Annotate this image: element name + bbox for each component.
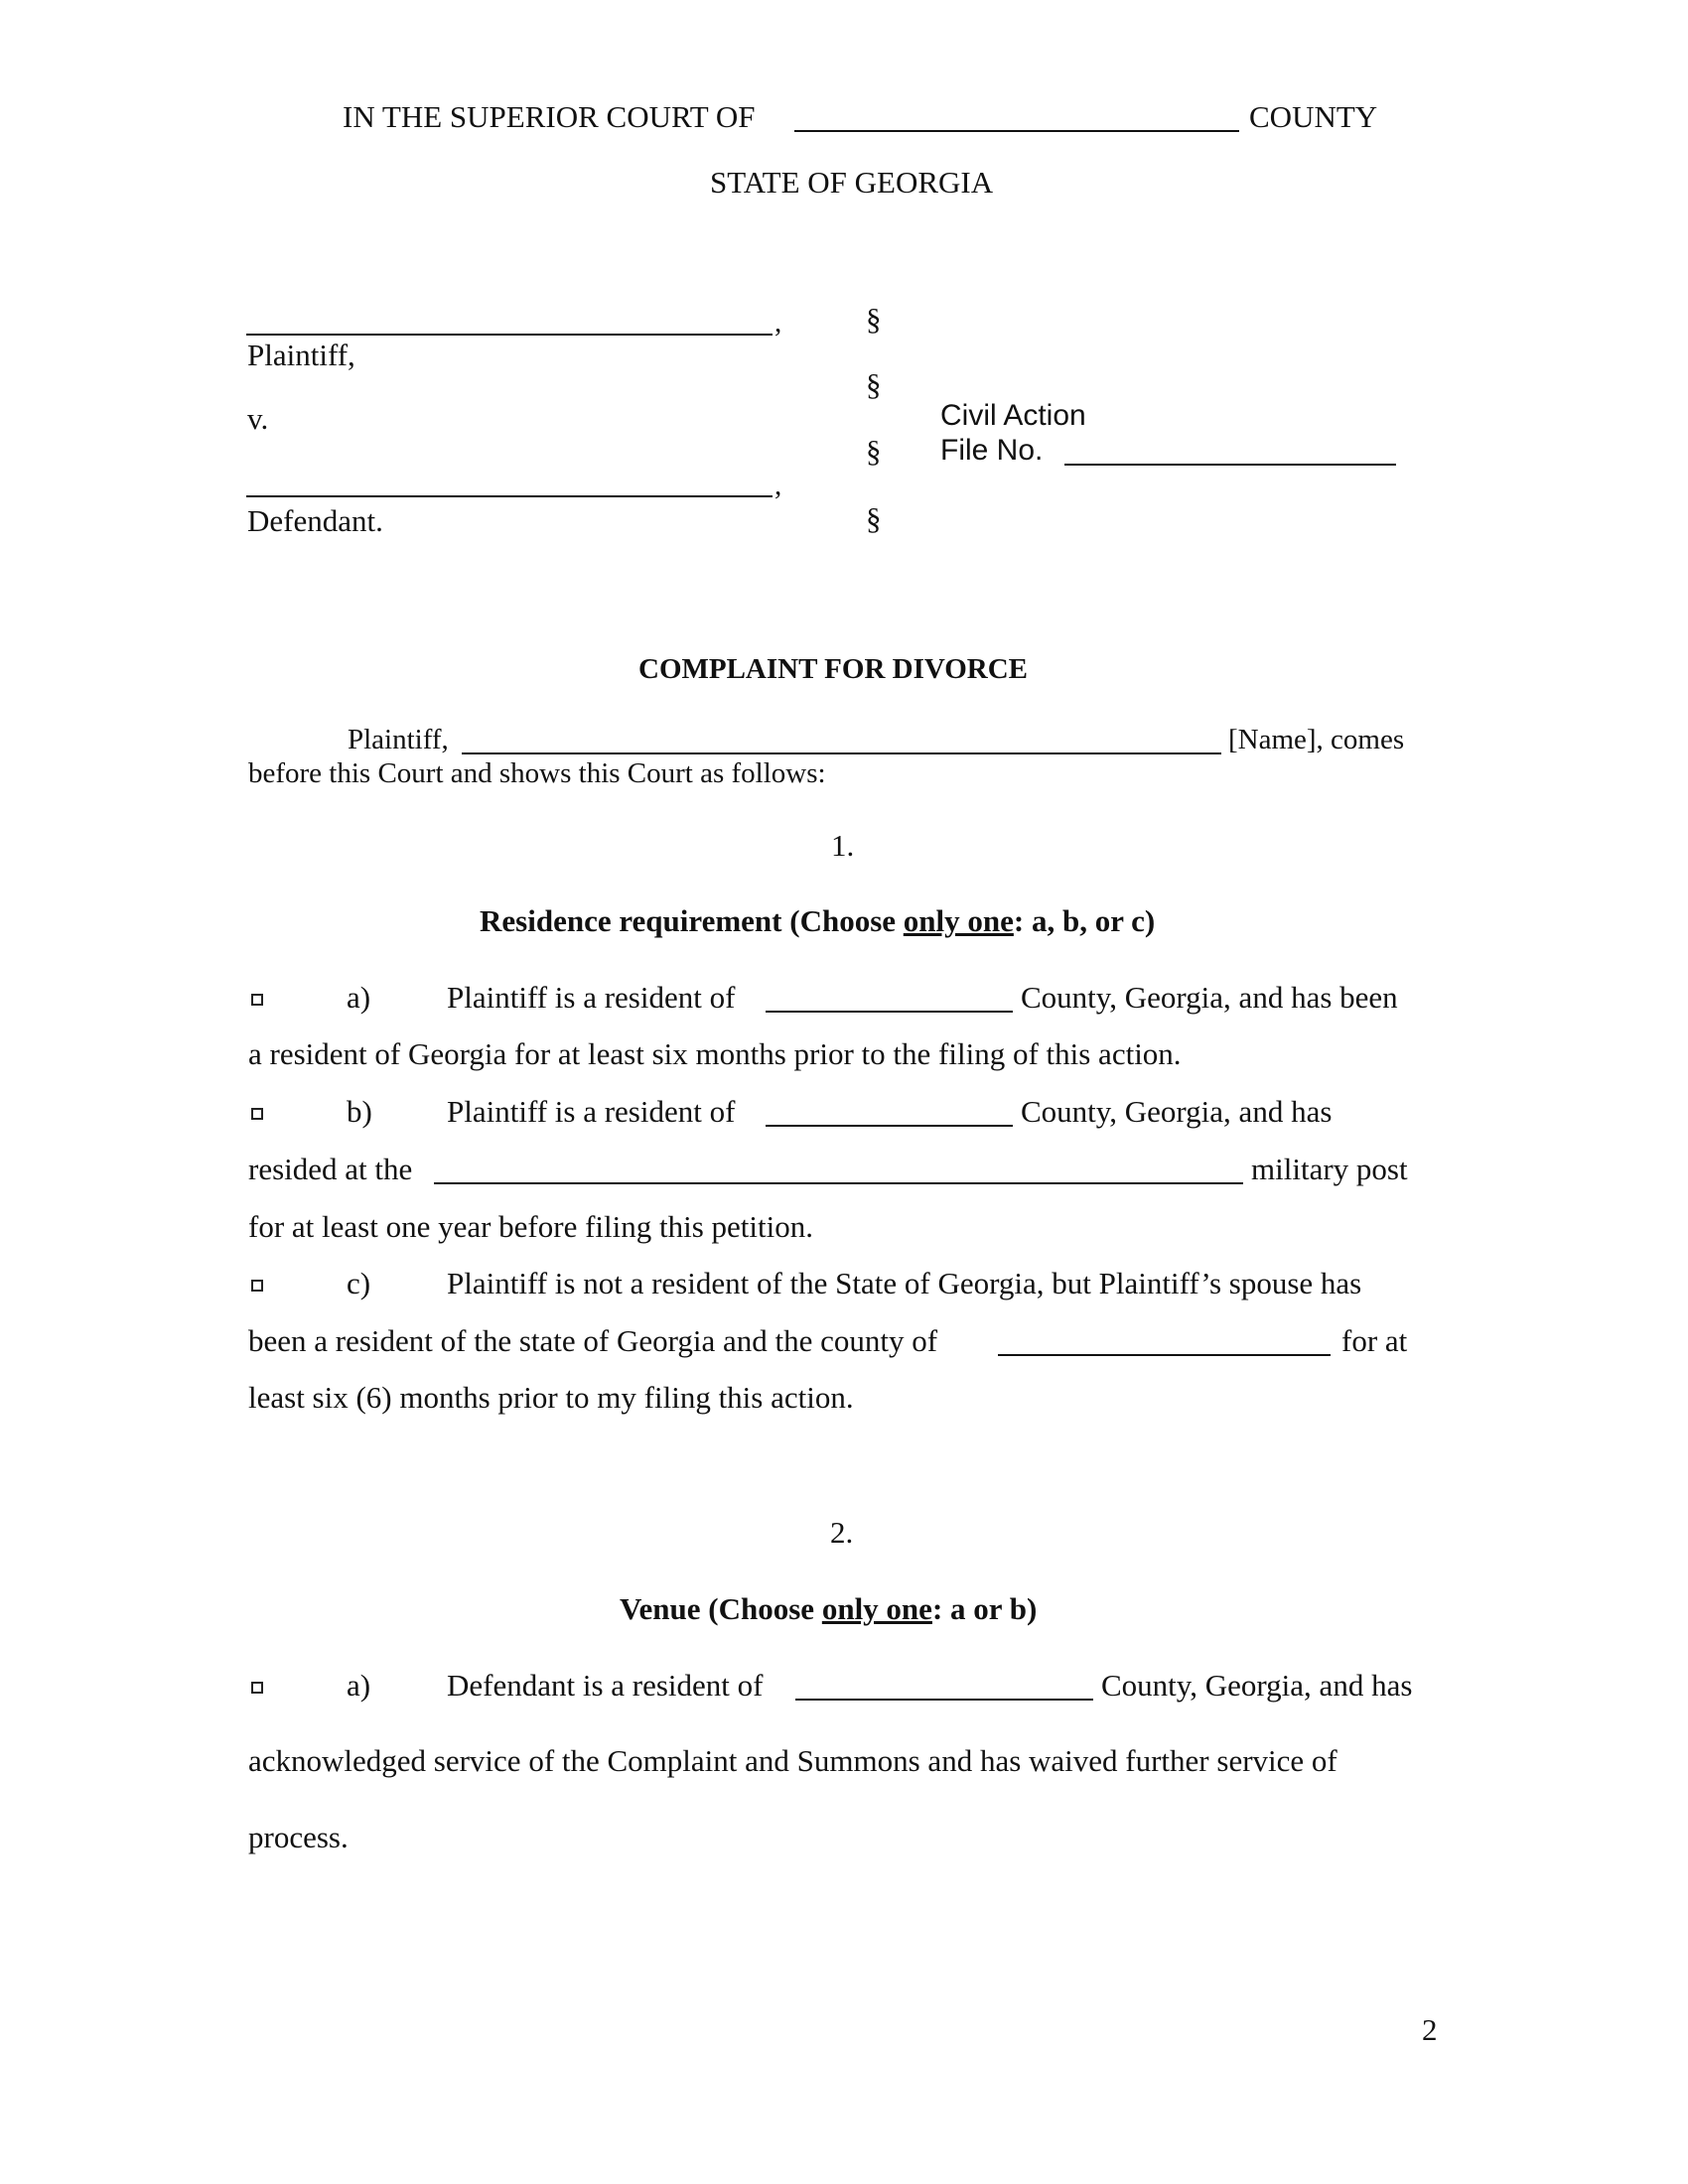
option-1b-checkbox[interactable] [251,1108,263,1120]
option-2a-checkbox[interactable] [251,1682,263,1694]
option-1a-letter: a) [347,980,371,1015]
option-1b-letter: b) [347,1094,372,1129]
option-1b-county-blank[interactable] [766,1125,1013,1127]
page-number: 2 [1422,2012,1438,2047]
option-1b-cont-2: for at least one year before filing this petition. [248,1209,814,1244]
section-mark: § [866,434,882,469]
section-1-number: 1. [831,828,855,863]
option-1a-text-pre: Plaintiff is a resident of [447,980,736,1015]
defendant-comma: , [774,470,782,501]
option-1b-military-post-blank[interactable] [434,1182,1243,1184]
option-1b-text-pre: Plaintiff is a resident of [447,1094,736,1129]
state-heading: STATE OF GEORGIA [710,165,994,200]
section-2-heading: Venue (Choose only one: a or b) [620,1591,1038,1626]
option-1c-county-blank[interactable] [998,1354,1331,1356]
section-mark: § [866,501,882,536]
defendant-label: Defendant. [247,503,383,538]
option-1a-checkbox[interactable] [251,994,263,1006]
intro-plaintiff-prefix: Plaintiff, [348,724,449,755]
section-mark: § [866,302,882,337]
intro-name-suffix: [Name], comes [1228,724,1405,755]
option-2a-text-pre: Defendant is a resident of [447,1668,764,1703]
file-number-blank[interactable] [1064,464,1396,466]
civil-action-label: Civil Action [940,399,1086,432]
option-1c-cont-pre: been a resident of the state of Georgia and the county of [248,1323,938,1358]
option-2a-cont: acknowledged service of the Complaint and Summons and has waived further service of [248,1743,1337,1778]
option-1c-cont-post: for at [1341,1323,1408,1358]
defendant-name-blank[interactable] [246,495,773,497]
option-1b-cont-pre: resided at the [248,1152,413,1186]
county-blank[interactable] [794,130,1239,132]
intro-line-2: before this Court and shows this Court as follows: [248,757,826,789]
versus-label: v. [247,401,269,436]
option-1a-text-post: County, Georgia, and has been [1021,980,1398,1015]
plaintiff-label: Plaintiff, [247,338,355,372]
court-heading-suffix: COUNTY [1249,99,1378,134]
section-mark: § [866,367,882,402]
court-heading-prefix: IN THE SUPERIOR COURT OF [343,99,756,134]
option-1b-cont-post: military post [1251,1152,1408,1186]
plaintiff-name-blank[interactable] [246,334,773,336]
option-1b-text-post: County, Georgia, and has [1021,1094,1333,1129]
section-2-number: 2. [830,1515,854,1550]
option-1c-text: Plaintiff is not a resident of the State of Georgia, but Plaintiff’s spouse has [447,1266,1362,1300]
option-2a-cont-2: process. [248,1820,349,1854]
file-no-label: File No. [940,434,1044,467]
option-1a-county-blank[interactable] [766,1011,1013,1013]
option-2a-text-post: County, Georgia, and has [1101,1668,1413,1703]
option-1c-letter: c) [347,1266,371,1300]
option-1c-cont-2: least six (6) months prior to my filing this action. [248,1380,854,1415]
option-2a-county-blank[interactable] [795,1699,1093,1701]
option-2a-letter: a) [347,1668,371,1703]
complaint-title: COMPLAINT FOR DIVORCE [638,653,1029,685]
plaintiff-full-name-blank[interactable] [462,752,1221,754]
section-1-heading: Residence requirement (Choose only one: a, b, or c) [480,903,1156,938]
option-1c-checkbox[interactable] [251,1280,263,1292]
option-1a-cont: a resident of Georgia for at least six months prior to the filing of this action. [248,1036,1182,1071]
plaintiff-comma: , [774,307,782,339]
